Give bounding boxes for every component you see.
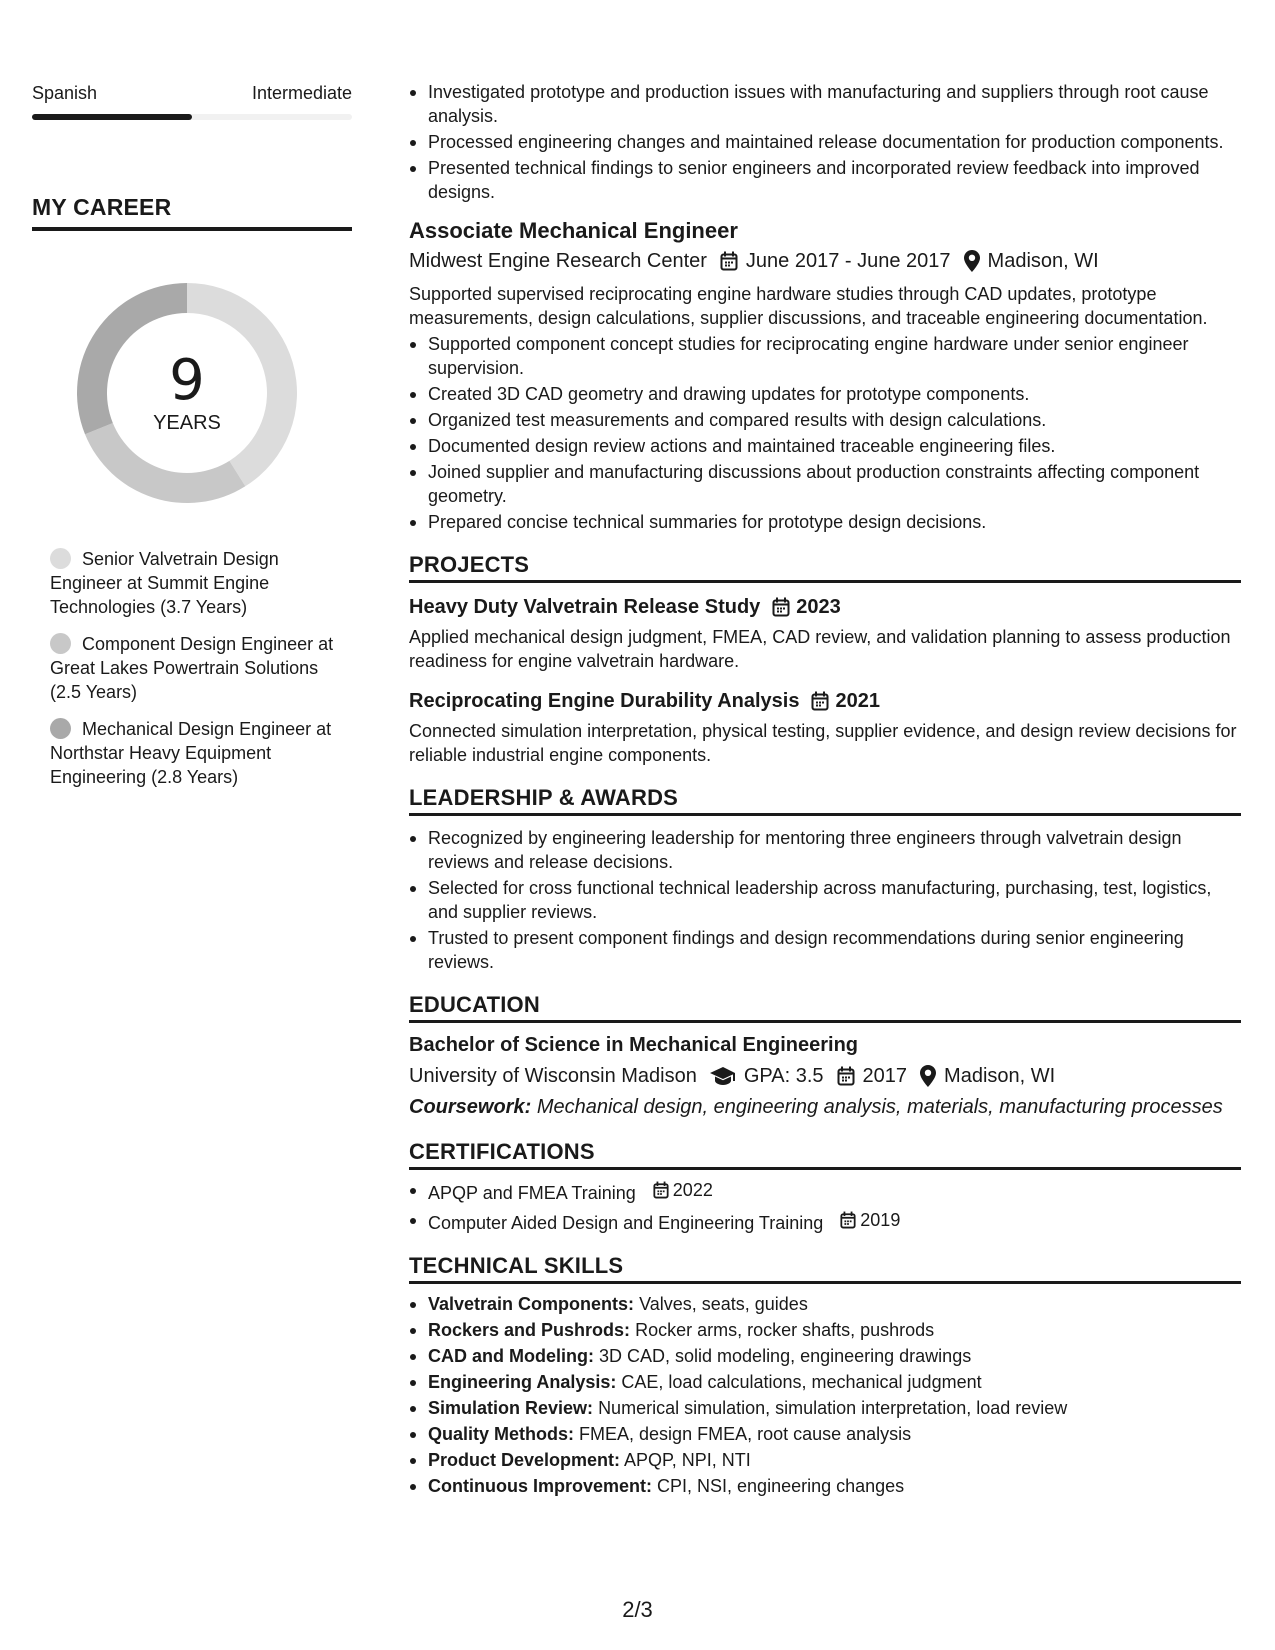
cert-date — [653, 1178, 713, 1202]
skill-value: FMEA, design FMEA, root cause analysis — [579, 1424, 912, 1444]
job-title: Associate Mechanical Engineer — [409, 218, 738, 243]
list-item — [409, 1292, 1241, 1316]
skill-key: Valvetrain Components: — [428, 1294, 635, 1314]
location-pin-icon — [920, 1065, 936, 1087]
list-item — [409, 1318, 1241, 1342]
list-item — [409, 1178, 1241, 1205]
previous-job-bullets — [409, 80, 1241, 204]
skill-key: Continuous Improvement: — [428, 1476, 652, 1496]
certifications-heading: CERTIFICATIONS — [409, 1139, 1241, 1170]
leadership-bullets — [409, 826, 1241, 974]
calendar-icon — [840, 1211, 856, 1229]
list-item: Created 3D CAD geometry and drawing updates for prototype components. — [409, 382, 1241, 406]
cert-date — [840, 1208, 900, 1232]
list-item: Supported component concept studies for reciprocating engine hardware under senior engineer supervision. — [409, 332, 1241, 380]
skill-value: 3D CAD, solid modeling, engineering drawings — [599, 1346, 972, 1366]
list-item: Trusted to present component findings and design recommendations during senior engineering reviews. — [409, 926, 1241, 974]
skill-value: CAE, load calculations, mechanical judgment — [621, 1372, 982, 1392]
page-number: 2/3 — [622, 1597, 653, 1622]
project-description: Applied mechanical design judgment, FMEA, CAD review, and validation planning to assess production readiness for engine valvetrain hardware. — [409, 627, 1231, 671]
job-meta — [409, 246, 1241, 276]
skill-key: Quality Methods: — [428, 1424, 575, 1444]
cert-name: APQP and FMEA Training — [428, 1183, 636, 1203]
calendar-icon — [772, 597, 790, 617]
list-item: Organized test measurements and compared results with design calculations. — [409, 408, 1241, 432]
calendar-icon — [653, 1181, 669, 1199]
legend-dot-icon — [50, 633, 71, 654]
list-item: Presented technical findings to senior engineers and incorporated review feedback into improved designs. — [409, 156, 1241, 204]
skill-value: Valves, seats, guides — [639, 1294, 808, 1314]
legend-dot-icon — [50, 718, 71, 739]
sidebar — [32, 80, 352, 802]
list-item — [409, 1422, 1241, 1446]
job-dates: June 2017 - June 2017 — [745, 250, 951, 272]
project-title-row — [409, 593, 1241, 621]
language-name: Spanish — [32, 83, 98, 103]
legend-item — [50, 547, 352, 619]
career-legend — [32, 547, 352, 789]
skills-heading: TECHNICAL SKILLS — [409, 1253, 1241, 1284]
skill-key: Simulation Review: — [428, 1398, 594, 1418]
education-school: University of Wisconsin Madison — [409, 1065, 697, 1087]
list-item: Processed engineering changes and maintained release documentation for production components. — [409, 130, 1241, 154]
certifications-list — [409, 1178, 1241, 1235]
list-item: Prepared concise technical summaries for prototype design decisions. — [409, 510, 1241, 534]
list-item — [409, 1396, 1241, 1420]
list-item — [409, 1208, 1241, 1235]
skill-value: Rocker arms, rocker shafts, pushrods — [635, 1320, 935, 1340]
project-title: Heavy Duty Valvetrain Release Study — [409, 596, 761, 618]
language-proficiency-bar — [32, 114, 352, 120]
coursework-text: Mechanical design, engineering analysis, materials, manufacturing processes — [536, 1096, 1223, 1118]
job-bullets — [409, 332, 1241, 534]
education-gpa: GPA: 3.5 — [743, 1065, 824, 1087]
calendar-icon — [811, 691, 829, 711]
legend-label: Senior Valvetrain Design Engineer at Summit Engine Technologies (3.7 Years) — [50, 549, 279, 617]
cert-name: Computer Aided Design and Engineering Training — [428, 1213, 824, 1233]
career-donut-chart — [67, 273, 307, 513]
career-heading: MY CAREER — [32, 194, 352, 231]
education-heading: EDUCATION — [409, 992, 1241, 1023]
graduation-cap-icon — [710, 1067, 736, 1085]
career-years-label: YEARS — [153, 411, 221, 434]
list-item — [409, 1344, 1241, 1368]
list-item: Selected for cross functional technical leadership across manufacturing, purchasing, test, logistics, and supplier reviews. — [409, 876, 1241, 924]
job-company: Midwest Engine Research Center — [409, 250, 707, 272]
list-item — [409, 1370, 1241, 1394]
location-pin-icon — [964, 250, 980, 272]
skill-value: Numerical simulation, simulation interpretation, load review — [598, 1398, 1068, 1418]
skill-key: Product Development: — [428, 1450, 621, 1470]
calendar-icon — [720, 251, 738, 271]
project-year: 2023 — [796, 596, 841, 618]
language-row — [32, 80, 352, 106]
language-level: Intermediate — [251, 83, 352, 103]
legend-label: Component Design Engineer at Great Lakes Powertrain Solutions (2.5 Years) — [50, 634, 334, 702]
coursework-label: Coursework: — [409, 1096, 532, 1118]
job-location: Madison, WI — [987, 250, 1099, 272]
project-year: 2021 — [835, 690, 880, 712]
skills-list — [409, 1292, 1241, 1498]
leadership-heading: LEADERSHIP & AWARDS — [409, 785, 1241, 816]
education-meta — [409, 1061, 1241, 1091]
list-item — [409, 1448, 1241, 1472]
list-item: Joined supplier and manufacturing discussions about production constraints affecting component geometry. — [409, 460, 1241, 508]
skill-value: APQP, NPI, NTI — [624, 1450, 751, 1470]
legend-item — [50, 632, 352, 704]
job-summary: Supported supervised reciprocating engine hardware studies through CAD updates, prototype measurements, design calculations, supplier discussions, and traceable engineering documentation. — [409, 284, 1208, 328]
skill-key: CAD and Modeling: — [428, 1346, 594, 1366]
legend-label: Mechanical Design Engineer at Northstar Heavy Equipment Engineering (2.8 Years) — [50, 719, 332, 787]
project-title-row — [409, 687, 1241, 715]
list-item: Documented design review actions and maintained traceable engineering files. — [409, 434, 1241, 458]
education-location: Madison, WI — [944, 1065, 1056, 1087]
career-total-years: 9 — [169, 347, 205, 413]
legend-item — [50, 717, 352, 789]
education-degree: Bachelor of Science in Mechanical Engineering — [409, 1034, 859, 1056]
donut-center — [67, 273, 307, 513]
cert-year: 2019 — [860, 1210, 901, 1230]
cert-year: 2022 — [672, 1180, 713, 1200]
list-item: Recognized by engineering leadership for mentoring three engineers through valvetrain design reviews and release decisions. — [409, 826, 1241, 874]
project-title: Reciprocating Engine Durability Analysis — [409, 690, 800, 712]
skill-key: Rockers and Pushrods: — [428, 1320, 631, 1340]
main-content — [409, 80, 1241, 1500]
calendar-icon — [837, 1066, 855, 1086]
legend-dot-icon — [50, 548, 71, 569]
skill-value: CPI, NSI, engineering changes — [657, 1476, 905, 1496]
list-item — [409, 1474, 1241, 1498]
skill-key: Engineering Analysis: — [428, 1372, 617, 1392]
projects-heading: PROJECTS — [409, 552, 1241, 583]
list-item: Investigated prototype and production issues with manufacturing and suppliers through root cause analysis. — [409, 80, 1241, 128]
education-year: 2017 — [862, 1065, 908, 1087]
project-description: Connected simulation interpretation, physical testing, supplier evidence, and design review decisions for reliable industrial engine components. — [409, 721, 1237, 765]
language-proficiency-fill — [32, 114, 192, 120]
education-coursework — [409, 1093, 1241, 1121]
